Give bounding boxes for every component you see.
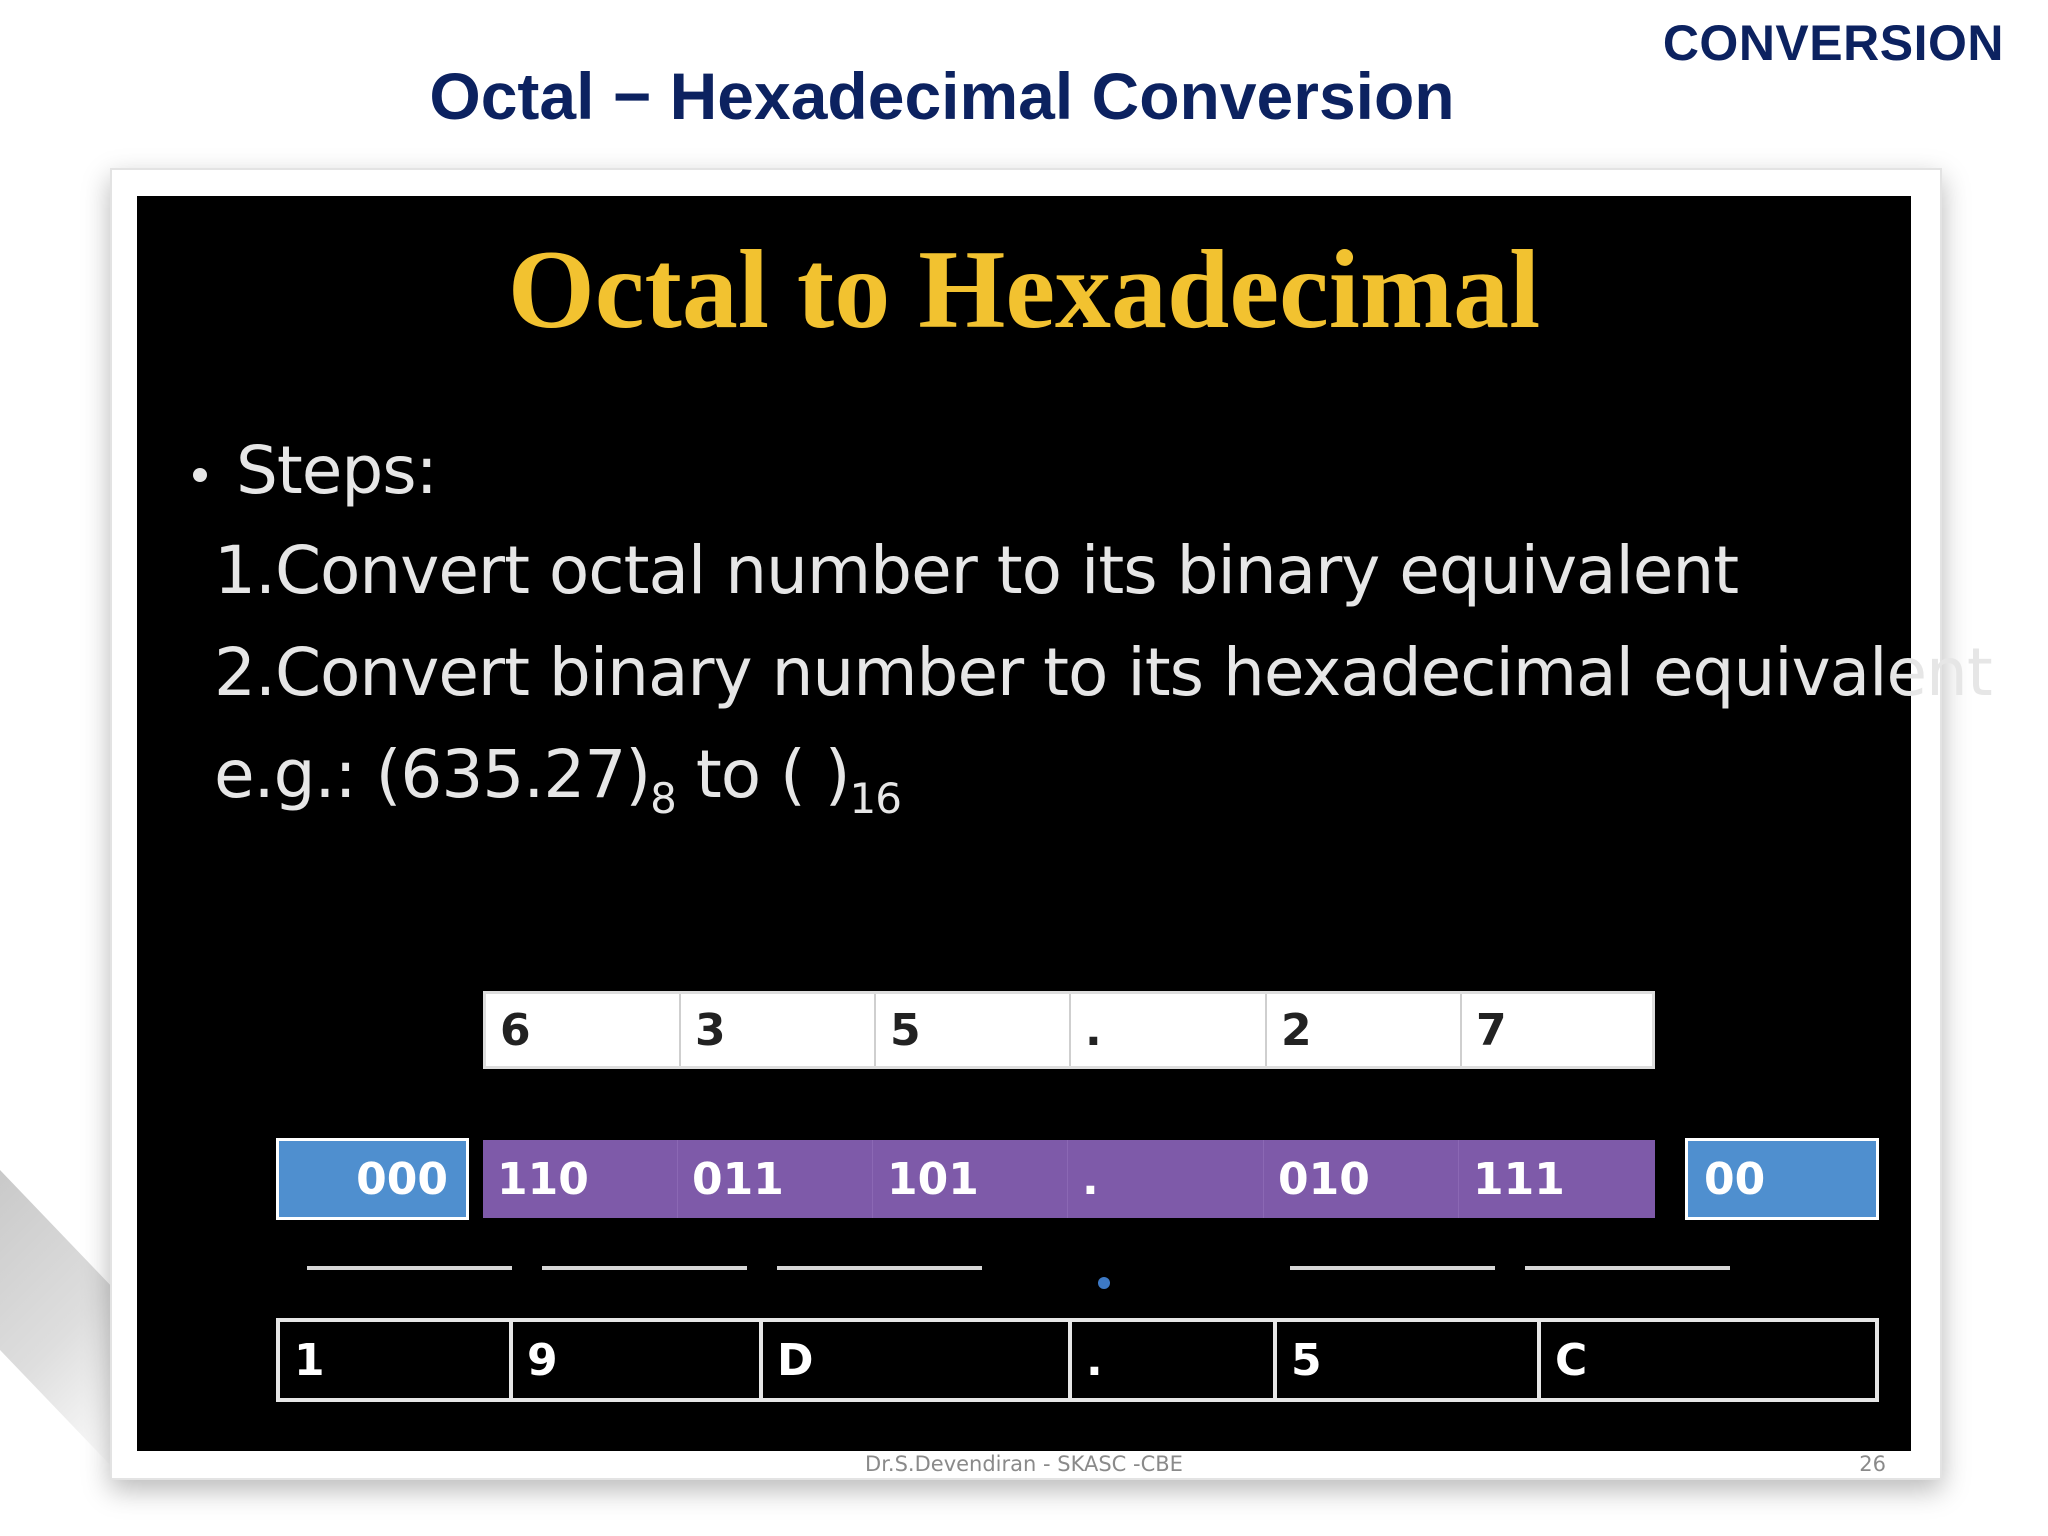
example-base-to: 16 [849, 774, 901, 823]
octal-point-cell: . [1071, 994, 1267, 1066]
page-title: Octal − Hexadecimal Conversion [429, 59, 1455, 133]
page-number: 26 [1859, 1452, 1886, 1476]
binary-point-cell: . [1068, 1140, 1264, 1218]
group-underline [777, 1266, 982, 1270]
binary-group-cell: 111 [1473, 1153, 1565, 1205]
example-prefix: e.g.: (635.27) [214, 736, 651, 813]
steps-heading: Steps: [236, 432, 437, 509]
octal-digit-row [483, 991, 1655, 1069]
group-underline [1290, 1266, 1495, 1270]
radix-point-marker [1098, 1277, 1110, 1289]
hex-digit-cell: 5 [1277, 1322, 1541, 1398]
group-underline [307, 1266, 512, 1270]
binary-group-cell: 101 [873, 1140, 1068, 1218]
octal-digit-cell: 3 [681, 994, 876, 1066]
step-1: 1.Convert octal number to its binary equivalent [214, 532, 1739, 609]
footer-author: Dr.S.Devendiran - SKASC -CBE [865, 1452, 1183, 1476]
hex-point-cell: . [1072, 1322, 1277, 1398]
binary-pad-right: 00 [1685, 1138, 1879, 1220]
binary-group-cell: 010 [1264, 1140, 1459, 1218]
hex-digit-cell: C [1555, 1334, 1588, 1386]
example-middle: to ( ) [675, 736, 850, 813]
hex-digit-cell: 1 [280, 1322, 513, 1398]
step-2: 2.Convert binary number to its hexadecimal equivalent [214, 634, 1992, 711]
hex-digit-row [276, 1318, 1879, 1402]
page-shadow [0, 1170, 115, 1470]
example-base-from: 8 [650, 774, 676, 823]
hex-digit-cell: 9 [513, 1322, 763, 1398]
hex-digit-cell: D [763, 1322, 1072, 1398]
octal-digit-cell: 2 [1267, 994, 1462, 1066]
example-line [214, 736, 901, 823]
binary-group-cell: 110 [483, 1140, 678, 1218]
section-label: CONVERSION [1662, 15, 2004, 71]
octal-digit-cell: 6 [486, 994, 681, 1066]
octal-digit-cell: 7 [1476, 1004, 1507, 1056]
embedded-slide [137, 196, 1992, 1451]
group-underline [1525, 1266, 1730, 1270]
binary-group-row [483, 1140, 1655, 1218]
octal-digit-cell: 5 [876, 994, 1071, 1066]
binary-pad-left: 000 [276, 1138, 469, 1220]
embedded-slide-title: Octal to Hexadecimal [507, 228, 1541, 352]
bullet-icon [193, 468, 207, 482]
group-underline [542, 1266, 747, 1270]
binary-group-cell: 011 [678, 1140, 873, 1218]
